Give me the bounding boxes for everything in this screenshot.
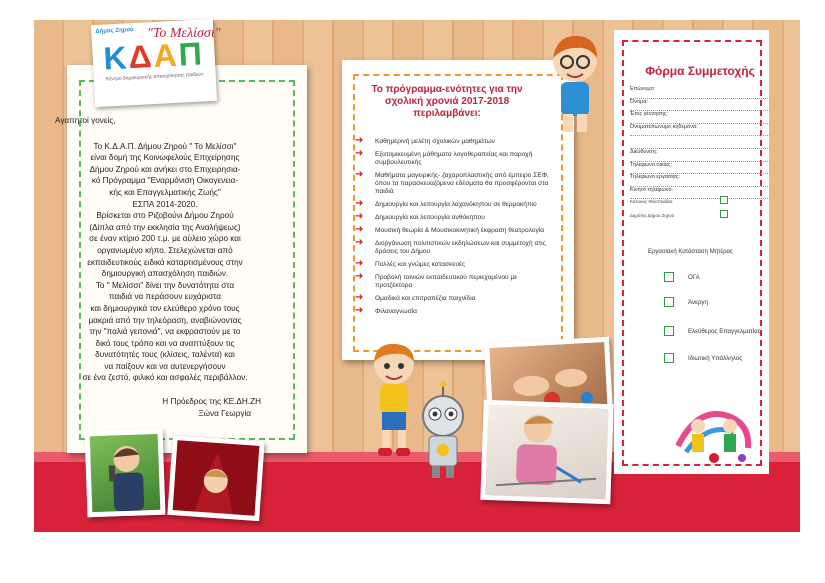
- letter-line: μακριά από την τηλεόραση, αναβιώνοντας: [88, 315, 242, 325]
- program-item: [355, 237, 555, 256]
- signature-name: Ξώνα Γεωργία: [198, 408, 251, 418]
- photo-girl-curtain: [167, 435, 264, 521]
- program-item-label: Δημιουργία και λειτουργία λαχανόκηπου σε θερμοκήπιο: [375, 201, 537, 208]
- program-item-label: Μουσική θεωρία & Μουσικοκινητική έκφραση θεατρολογία: [375, 227, 545, 234]
- program-item-label: Εξατομικευμένη μάθηματα λογοθεραπείας και παροχή συμβουλευτικής: [375, 151, 533, 166]
- arrow-icon: ➜: [355, 224, 364, 235]
- form-field[interactable]: Τηλέφωνο οικίας:: [630, 162, 770, 175]
- letter-line: οργανωμένο κήπο. Στελεχώνεται από: [97, 245, 233, 255]
- letter-line: (Δίπλα από την εκκλησία της Αναλήψεως): [89, 222, 241, 232]
- kids-painting-icon: [668, 396, 760, 468]
- letter-line: την "παλιά γειτονιά", να εκφραστούν με το: [89, 327, 241, 337]
- letter-signature: [55, 396, 275, 419]
- employment-label: ΟΓΑ: [688, 273, 700, 281]
- cartoon-boy-icon: [545, 30, 605, 135]
- letter-line: Το " Μελίσσι" δίνει την δυνατότητα στα: [95, 280, 235, 290]
- form-field[interactable]: Κινητό τηλέφωνο:: [630, 187, 770, 200]
- program-item: [355, 135, 555, 146]
- check-resident: [630, 199, 673, 204]
- form-field[interactable]: [630, 136, 770, 149]
- check-citizen: [630, 213, 674, 218]
- employment-checkbox[interactable]: [664, 326, 674, 336]
- letter-line: να παίξουν και να αυτενεργήσουν: [104, 361, 226, 371]
- letter-line: δημιουργική απασχόληση παιδιών.: [101, 269, 229, 279]
- letter-greeting: Αγαπητοί γονείς,: [55, 116, 116, 125]
- photo-boy-microphone: [85, 429, 166, 518]
- form-field[interactable]: Επώνυμο:: [630, 86, 770, 99]
- employment-label: Άνεργη: [688, 298, 708, 306]
- letter-line: κό Πρόγραμμα "Εναρμόνιση Οικογενεια-: [91, 176, 239, 186]
- program-item-label: Καθημερινή μελέτη σχολικών μαθημάτων: [375, 138, 495, 145]
- arrow-icon: ➜: [355, 305, 364, 316]
- form-fields: [630, 86, 770, 199]
- child-drawing-illustration: [485, 405, 608, 499]
- program-item: [355, 148, 555, 167]
- employment-option-freelancer[interactable]: [664, 326, 761, 336]
- welcome-letter: [55, 115, 275, 419]
- arrow-icon: ➜: [355, 271, 364, 282]
- form-field[interactable]: Ονοματεπώνυμο κηδεμόνα:: [630, 124, 770, 137]
- program-item-label: Ομαδικά και επιτραπέζια παιχνίδια: [375, 295, 476, 302]
- program-item-label: Προβολή ταινιών εκπαιδευτικού περιεχομένου με προτζέκτορα: [375, 274, 518, 289]
- letter-line: Το Κ.Δ.Α.Π. Δήμου Ζηρού " Το Μελίσσι": [93, 141, 237, 151]
- form-field[interactable]: Τηλέφωνο εργασίας:: [630, 174, 770, 187]
- form-title: Φόρμα Συμμετοχής: [645, 64, 755, 78]
- arrow-icon: ➜: [355, 237, 364, 248]
- letter-line: δικό τους τρόπο και να αναπτύξουν τις: [95, 338, 235, 348]
- arrow-icon: ➜: [355, 198, 364, 209]
- program-item: [355, 271, 555, 290]
- check-citizen-box[interactable]: [720, 210, 728, 218]
- logo-subtitle: Κέντρο δημιουργικής απασχόλησης παιδιών: [105, 71, 204, 83]
- letter-line: κής και Επαγγελματικής Ζωής": [109, 187, 221, 197]
- letter-line: Δήμου Ζηρού και ανήκει στο Επιχειρησια-: [89, 164, 241, 174]
- employment-option-unemployed[interactable]: [664, 297, 708, 307]
- program-item-label: Πολλές και γνώμες κατασκευές: [375, 261, 466, 268]
- letter-line: σε έναν κτίριο 200 τ.μ. με αύλειο χώρο και: [89, 234, 241, 244]
- arrow-icon: ➜: [355, 135, 364, 146]
- boy-illustration: [90, 434, 161, 512]
- employment-label: Ελεύθερος Επαγγελματίας: [688, 327, 761, 335]
- program-item: [355, 305, 555, 316]
- arrow-icon: ➜: [355, 148, 364, 159]
- logo-letters: ΚΔΑΠ: [102, 35, 205, 77]
- employment-checkbox[interactable]: [664, 353, 674, 363]
- employment-label: Ιδιωτική Υπάλληλος: [688, 354, 743, 362]
- program-item: [355, 211, 555, 222]
- program-item: [355, 292, 555, 303]
- employment-option-private-employee[interactable]: [664, 353, 742, 363]
- logo-top-text: Δήμος Ζηρού: [95, 27, 134, 36]
- program-item: [355, 169, 555, 196]
- program-item-label: Διοργάνωση πολιτιστικών εκδηλώσεων και συμμετοχή στις δράσεις του Δήμου: [375, 240, 546, 255]
- girl-illustration: [173, 440, 260, 516]
- letter-line: Βρίσκεται στο Ριζοβούνι Δήμου Ζηρού: [96, 211, 234, 221]
- form-field[interactable]: Έτος γέννησης:: [630, 111, 770, 124]
- letter-line: ΕΣΠΑ 2014-2020.: [132, 199, 198, 209]
- employment-checkbox[interactable]: [664, 272, 674, 282]
- employment-checkbox[interactable]: [664, 297, 674, 307]
- letter-line: είναι δομή της Κοινωφελούς Επιχείρησης: [90, 153, 240, 163]
- program-item: [355, 258, 555, 269]
- program-item-label: Δημιουργία και λειτουργία ανθόκηπου: [375, 214, 485, 221]
- arrow-icon: ➜: [355, 292, 364, 303]
- letter-line: παιδιά να περάσουν ευχάριστα: [108, 292, 222, 302]
- program-item: [355, 224, 555, 235]
- letter-line: εκπαιδευτικούς ειδικά καταρτισμένους στην: [87, 257, 243, 267]
- arrow-icon: ➜: [355, 169, 364, 180]
- letter-line: σε ένα ζεστό, φιλικό και ασφαλές περιβάλλον.: [82, 373, 248, 383]
- signature-title: Η Πρόεδρος της ΚΕ.ΔΗ.ΖΗ: [162, 397, 261, 407]
- arrow-icon: ➜: [355, 211, 364, 222]
- program-item-label: Μαθήματα μαγειρικής- ζαχαροπλαστικής από έμπειρο ΣΕΦ, όπου τα παρασκευαζόμενα εδέσματα θα προσφέρονται στα παιδιά: [375, 172, 549, 195]
- form-field[interactable]: Διεύθυνση:: [630, 149, 770, 162]
- letter-body: [55, 141, 275, 384]
- logo-name: "Το Μελίσσι": [147, 26, 221, 41]
- check-citizen-label: Δημότης Δήμου Ζηρού: [630, 213, 674, 218]
- program-title: Το πρόγραμμα-ενότητες για την σχολική χρονιά 2017-2018 περιλαμβάνει:: [371, 84, 523, 119]
- check-resident-box[interactable]: [720, 196, 728, 204]
- check-resident-label: Κάτοικος Φιλιππιάδας: [630, 199, 673, 204]
- letter-line: και δημιουργικά τον ελεύθερο χρόνο τους: [90, 303, 240, 313]
- program-item: [355, 198, 555, 209]
- letter-line: δυνατότητές τους (κλίσεις, ταλέντα) και: [95, 350, 235, 360]
- arrow-icon: ➜: [355, 258, 364, 269]
- program-list: [355, 135, 555, 321]
- photo-child-drawing: [480, 400, 613, 504]
- robot-icon: [414, 380, 472, 480]
- employment-title: Εργασιακή Κατάσταση Μητέρας: [648, 249, 733, 255]
- program-item-label: Φιλαναγνωσία: [375, 308, 417, 315]
- form-field[interactable]: Όνομα:: [630, 99, 770, 112]
- employment-option-oga[interactable]: [664, 272, 700, 282]
